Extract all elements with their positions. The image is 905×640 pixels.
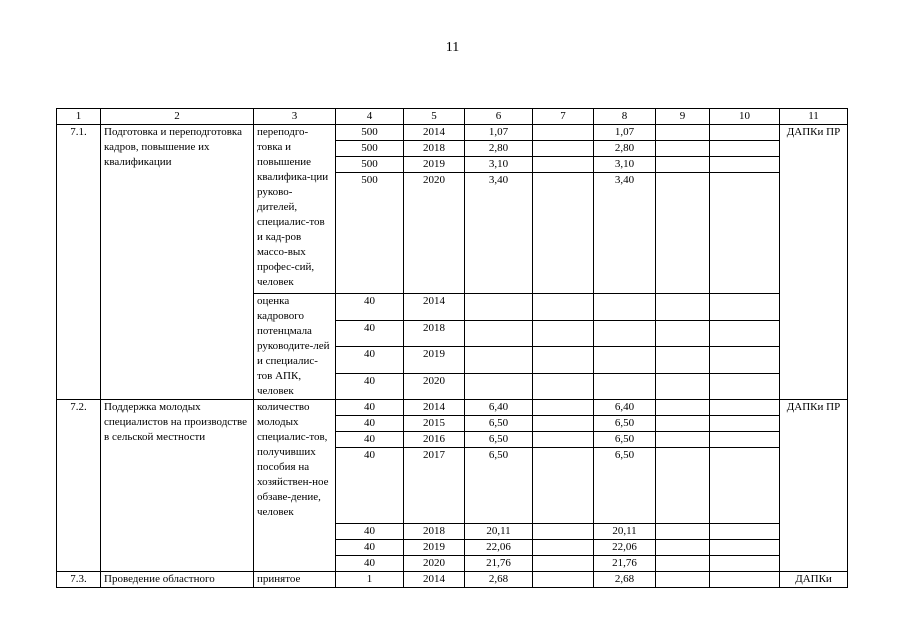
funding-regional: 6,50	[594, 432, 656, 448]
year-cell: 2014	[404, 572, 465, 588]
col9-cell	[656, 141, 710, 157]
col9-cell	[656, 125, 710, 141]
table-row	[57, 400, 848, 416]
funding-total: 22,06	[465, 540, 533, 556]
indicator-text: переподго-товка и повышение квалифика-ции руково-дителей, специалис-тов и кад-ров массо-вых профес-сий, человек	[254, 125, 336, 294]
col10-cell	[710, 400, 780, 416]
indicator-text: принятое	[254, 572, 336, 588]
item-name: Поддержка молодых специалистов на производстве в сельской местности	[101, 400, 254, 572]
funding-total	[465, 294, 533, 321]
year-cell: 2014	[404, 125, 465, 141]
funding-regional	[594, 320, 656, 347]
year-cell: 2018	[404, 524, 465, 540]
table-row	[57, 572, 848, 588]
year-cell: 2014	[404, 294, 465, 321]
year-cell: 2020	[404, 556, 465, 572]
funding-total: 6,50	[465, 432, 533, 448]
funding-regional: 3,40	[594, 173, 656, 294]
col10-cell	[710, 556, 780, 572]
funding-regional: 6,40	[594, 400, 656, 416]
funding-total: 3,10	[465, 157, 533, 173]
indicator-target: 40	[336, 524, 404, 540]
col10-cell	[710, 157, 780, 173]
col9-cell	[656, 320, 710, 347]
funding-regional: 2,80	[594, 141, 656, 157]
indicator-target: 40	[336, 320, 404, 347]
year-cell: 2019	[404, 347, 465, 374]
funding-total: 6,50	[465, 448, 533, 524]
header-cell: 2	[101, 109, 254, 125]
col7-cell	[533, 572, 594, 588]
col9-cell	[656, 432, 710, 448]
indicator-target: 40	[336, 540, 404, 556]
col10-cell	[710, 173, 780, 294]
col10-cell	[710, 432, 780, 448]
item-name: Проведение областного	[101, 572, 254, 588]
item-name: Подготовка и переподготовка кадров, повышение их квалификации	[101, 125, 254, 400]
indicator-target: 40	[336, 400, 404, 416]
header-cell: 11	[780, 109, 848, 125]
col10-cell	[710, 347, 780, 374]
indicator-text: количество молодых специалис-тов, получивших пособия на хозяйствен-ное обзаве-дение, человек	[254, 400, 336, 572]
year-cell: 2019	[404, 157, 465, 173]
col7-cell	[533, 373, 594, 400]
funding-total	[465, 373, 533, 400]
program-table	[56, 108, 848, 588]
col7-cell	[533, 556, 594, 572]
col9-cell	[656, 540, 710, 556]
funding-regional: 21,76	[594, 556, 656, 572]
funding-regional: 22,06	[594, 540, 656, 556]
header-cell: 6	[465, 109, 533, 125]
header-cell: 1	[57, 109, 101, 125]
col7-cell	[533, 141, 594, 157]
indicator-target: 40	[336, 432, 404, 448]
col10-cell	[710, 448, 780, 524]
indicator-target: 500	[336, 125, 404, 141]
year-cell: 2019	[404, 540, 465, 556]
funding-regional: 2,68	[594, 572, 656, 588]
col7-cell	[533, 320, 594, 347]
col10-cell	[710, 320, 780, 347]
indicator-target: 40	[336, 556, 404, 572]
funding-total	[465, 347, 533, 374]
item-number: 7.2.	[57, 400, 101, 572]
item-number: 7.1.	[57, 125, 101, 400]
indicator-target: 500	[336, 157, 404, 173]
col7-cell	[533, 432, 594, 448]
col7-cell	[533, 524, 594, 540]
funding-total: 2,68	[465, 572, 533, 588]
col9-cell	[656, 157, 710, 173]
col9-cell	[656, 400, 710, 416]
header-cell: 10	[710, 109, 780, 125]
header-cell: 3	[254, 109, 336, 125]
col10-cell	[710, 540, 780, 556]
col10-cell	[710, 373, 780, 400]
funding-regional	[594, 373, 656, 400]
col9-cell	[656, 347, 710, 374]
col9-cell	[656, 294, 710, 321]
col9-cell	[656, 373, 710, 400]
col10-cell	[710, 524, 780, 540]
year-cell: 2015	[404, 416, 465, 432]
funding-regional: 20,11	[594, 524, 656, 540]
year-cell: 2016	[404, 432, 465, 448]
funding-total: 20,11	[465, 524, 533, 540]
funding-regional: 3,10	[594, 157, 656, 173]
col9-cell	[656, 572, 710, 588]
funding-regional: 6,50	[594, 448, 656, 524]
header-cell: 7	[533, 109, 594, 125]
executor-cell: ДАПКи ПР	[780, 400, 848, 572]
funding-regional	[594, 294, 656, 321]
col10-cell	[710, 125, 780, 141]
funding-regional: 6,50	[594, 416, 656, 432]
indicator-target: 40	[336, 373, 404, 400]
funding-total: 3,40	[465, 173, 533, 294]
col9-cell	[656, 448, 710, 524]
col10-cell	[710, 294, 780, 321]
funding-total: 6,50	[465, 416, 533, 432]
header-row	[57, 109, 848, 125]
executor-cell: ДАПКи	[780, 572, 848, 588]
col7-cell	[533, 157, 594, 173]
funding-regional	[594, 347, 656, 374]
funding-total: 6,40	[465, 400, 533, 416]
col7-cell	[533, 347, 594, 374]
item-number: 7.3.	[57, 572, 101, 588]
col7-cell	[533, 294, 594, 321]
header-cell: 9	[656, 109, 710, 125]
funding-total	[465, 320, 533, 347]
indicator-target: 40	[336, 294, 404, 321]
col9-cell	[656, 416, 710, 432]
col7-cell	[533, 125, 594, 141]
year-cell: 2020	[404, 373, 465, 400]
indicator-target: 40	[336, 448, 404, 524]
col7-cell	[533, 173, 594, 294]
indicator-target: 40	[336, 416, 404, 432]
indicator-target: 40	[336, 347, 404, 374]
header-cell: 8	[594, 109, 656, 125]
year-cell: 2017	[404, 448, 465, 524]
funding-total: 21,76	[465, 556, 533, 572]
indicator-target: 500	[336, 173, 404, 294]
funding-regional: 1,07	[594, 125, 656, 141]
year-cell: 2014	[404, 400, 465, 416]
header-cell: 4	[336, 109, 404, 125]
col9-cell	[656, 173, 710, 294]
funding-total: 2,80	[465, 141, 533, 157]
col7-cell	[533, 540, 594, 556]
col10-cell	[710, 141, 780, 157]
year-cell: 2020	[404, 173, 465, 294]
col10-cell	[710, 416, 780, 432]
table-row	[57, 125, 848, 141]
funding-total: 1,07	[465, 125, 533, 141]
indicator-target: 1	[336, 572, 404, 588]
col7-cell	[533, 416, 594, 432]
col7-cell	[533, 400, 594, 416]
year-cell: 2018	[404, 141, 465, 157]
executor-cell: ДАПКи ПР	[780, 125, 848, 400]
page-number: 11	[445, 40, 460, 55]
header-cell: 5	[404, 109, 465, 125]
col10-cell	[710, 572, 780, 588]
col9-cell	[656, 524, 710, 540]
indicator-target: 500	[336, 141, 404, 157]
year-cell: 2018	[404, 320, 465, 347]
indicator-text: оценка кадрового потенцмала руководите-лей и специалис-тов АПК, человек	[254, 294, 336, 400]
col7-cell	[533, 448, 594, 524]
col9-cell	[656, 556, 710, 572]
